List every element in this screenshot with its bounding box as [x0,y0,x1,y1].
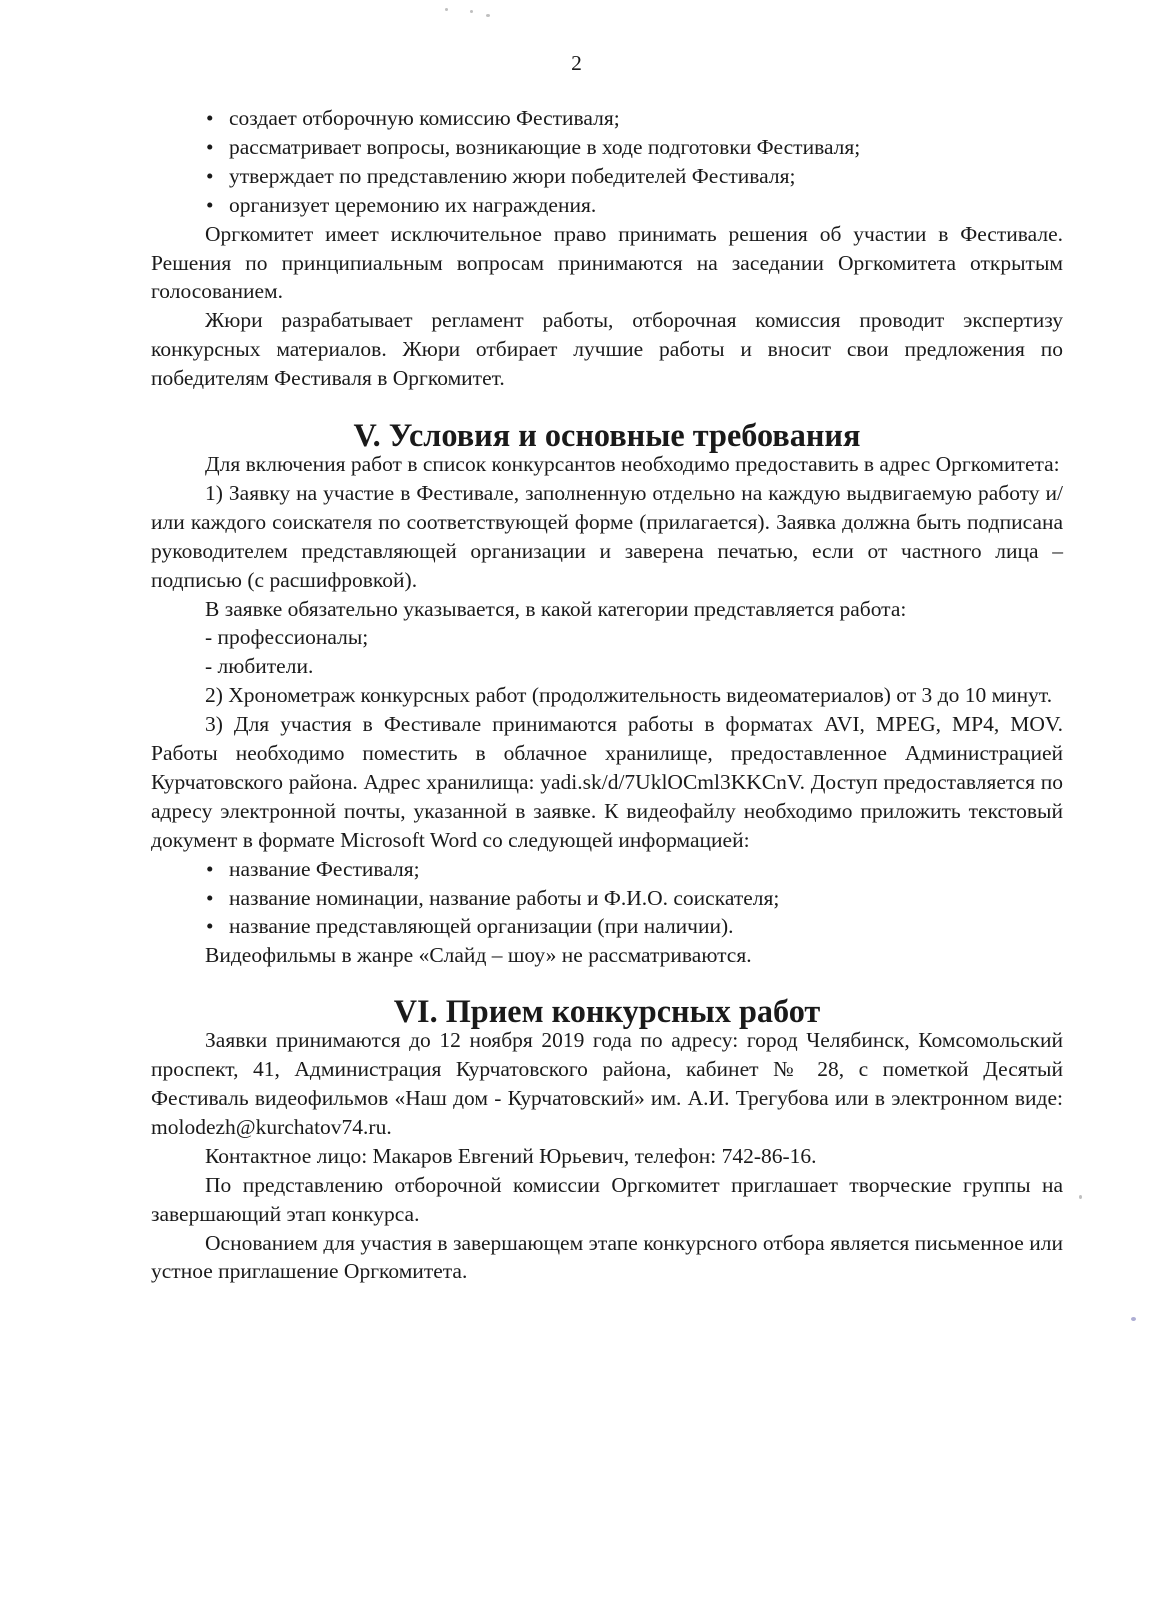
duties-list [151,104,1063,220]
scan-speck [445,8,448,11]
scan-speck [1079,1195,1082,1199]
section-5-heading: V. Условия и основные требования [353,417,861,454]
list-item: • название представляющей организации (при наличии). [151,912,1063,941]
paragraph-orgcommittee: Оргкомитет имеет исключительное право принимать решения об участии в Фестивале. Решения по принципиальным вопросам принимаются на заседании Оргкомитета открытым голосованием. [151,221,1063,304]
contact-line: Контактное лицо: Макаров Евгений Юрьевич, телефон: 742-86-16. [205,1143,817,1168]
list-item: • название номинации, название работы и Ф.И.О. соискателя; [151,884,1063,913]
section-6-heading: VI. Прием конкурсных работ [393,993,821,1030]
list-item: • рассматривает вопросы, возникающие в ходе подготовки Фестиваля; [151,133,1063,162]
requirement-1: 1) Заявку на участие в Фестивале, заполненную отдельно на каждую выдвигаемую работу и/или каждого соискателя по соответствующей форме (прилагается). Заявка должна быть подписана руководителем представляющей организации и заверена печатью, если от частного лица – подписью (с расшифровкой). [151,480,1063,592]
list-item: • утверждает по представлению жюри победителей Фестиваля; [151,162,1063,191]
paragraph-jury: Жюри разрабатывает регламент работы, отборочная комиссия проводит экспертизу конкурсных материалов. Жюри отбирает лучшие работы и вносит свои предложения по победителям Фестиваля в Оргкомитет. [151,308,1063,391]
scan-speck [486,14,490,17]
list-item: • создает отборочную комиссию Фестиваля; [151,104,1063,133]
document-body [151,104,1063,1286]
basis-paragraph: Основанием для участия в завершающем этапе конкурсного отбора является письменное или устное приглашение Оргкомитета. [151,1230,1063,1284]
category-item: - профессионалы; [205,625,369,650]
section-5-intro: Для включения работ в список конкурсантов необходимо предоставить в адрес Оргкомитета: [205,451,1060,476]
requirement-3: 3) Для участия в Фестивале принимаются работы в форматах AVI, MPEG, MP4, MOV. Работы необходимо поместить в облачное хранилище, предоставленное Администрацией Курчатовского района. Адрес хранилища: yadi.sk/d/7UklOCml3KKCnV. Доступ предоставляется по адресу электронной почты, указанной в заявке. К видеофайлу необходимо приложить текстовый документ в формате Microsoft Word со следующей информацией: [151,712,1063,852]
scan-speck [470,10,473,13]
scan-speck [1131,1317,1136,1321]
category-note: В заявке обязательно указывается, в какой категории представляется работа: [205,596,907,621]
list-item: • название Фестиваля; [151,855,1063,884]
list-item: • организует церемонию их награждения. [151,191,1063,220]
slideshow-note: Видеофильмы в жанре «Слайд – шоу» не рассматриваются. [205,943,752,968]
page-number: 2 [571,51,582,75]
category-item: - любители. [205,654,314,679]
doc-info-list [151,855,1063,942]
submission-paragraph: Заявки принимаются до 12 ноября 2019 года по адресу: город Челябинск, Комсомольский проспект, 41, Администрация Курчатовского района, кабинет № 28, с пометкой Десятый Фестиваль видеофильмов «Наш дом - Курчатовский» им. А.И. Трегубова или в электронном виде: molodezh@kurchatov74.ru. [151,1028,1063,1139]
requirement-2: 2) Хронометраж конкурсных работ (продолжительность видеоматериалов) от 3 до 10 минут. [205,683,1053,708]
invite-paragraph: По представлению отборочной комиссии Оргкомитет приглашает творческие группы на завершающий этап конкурса. [151,1172,1063,1226]
